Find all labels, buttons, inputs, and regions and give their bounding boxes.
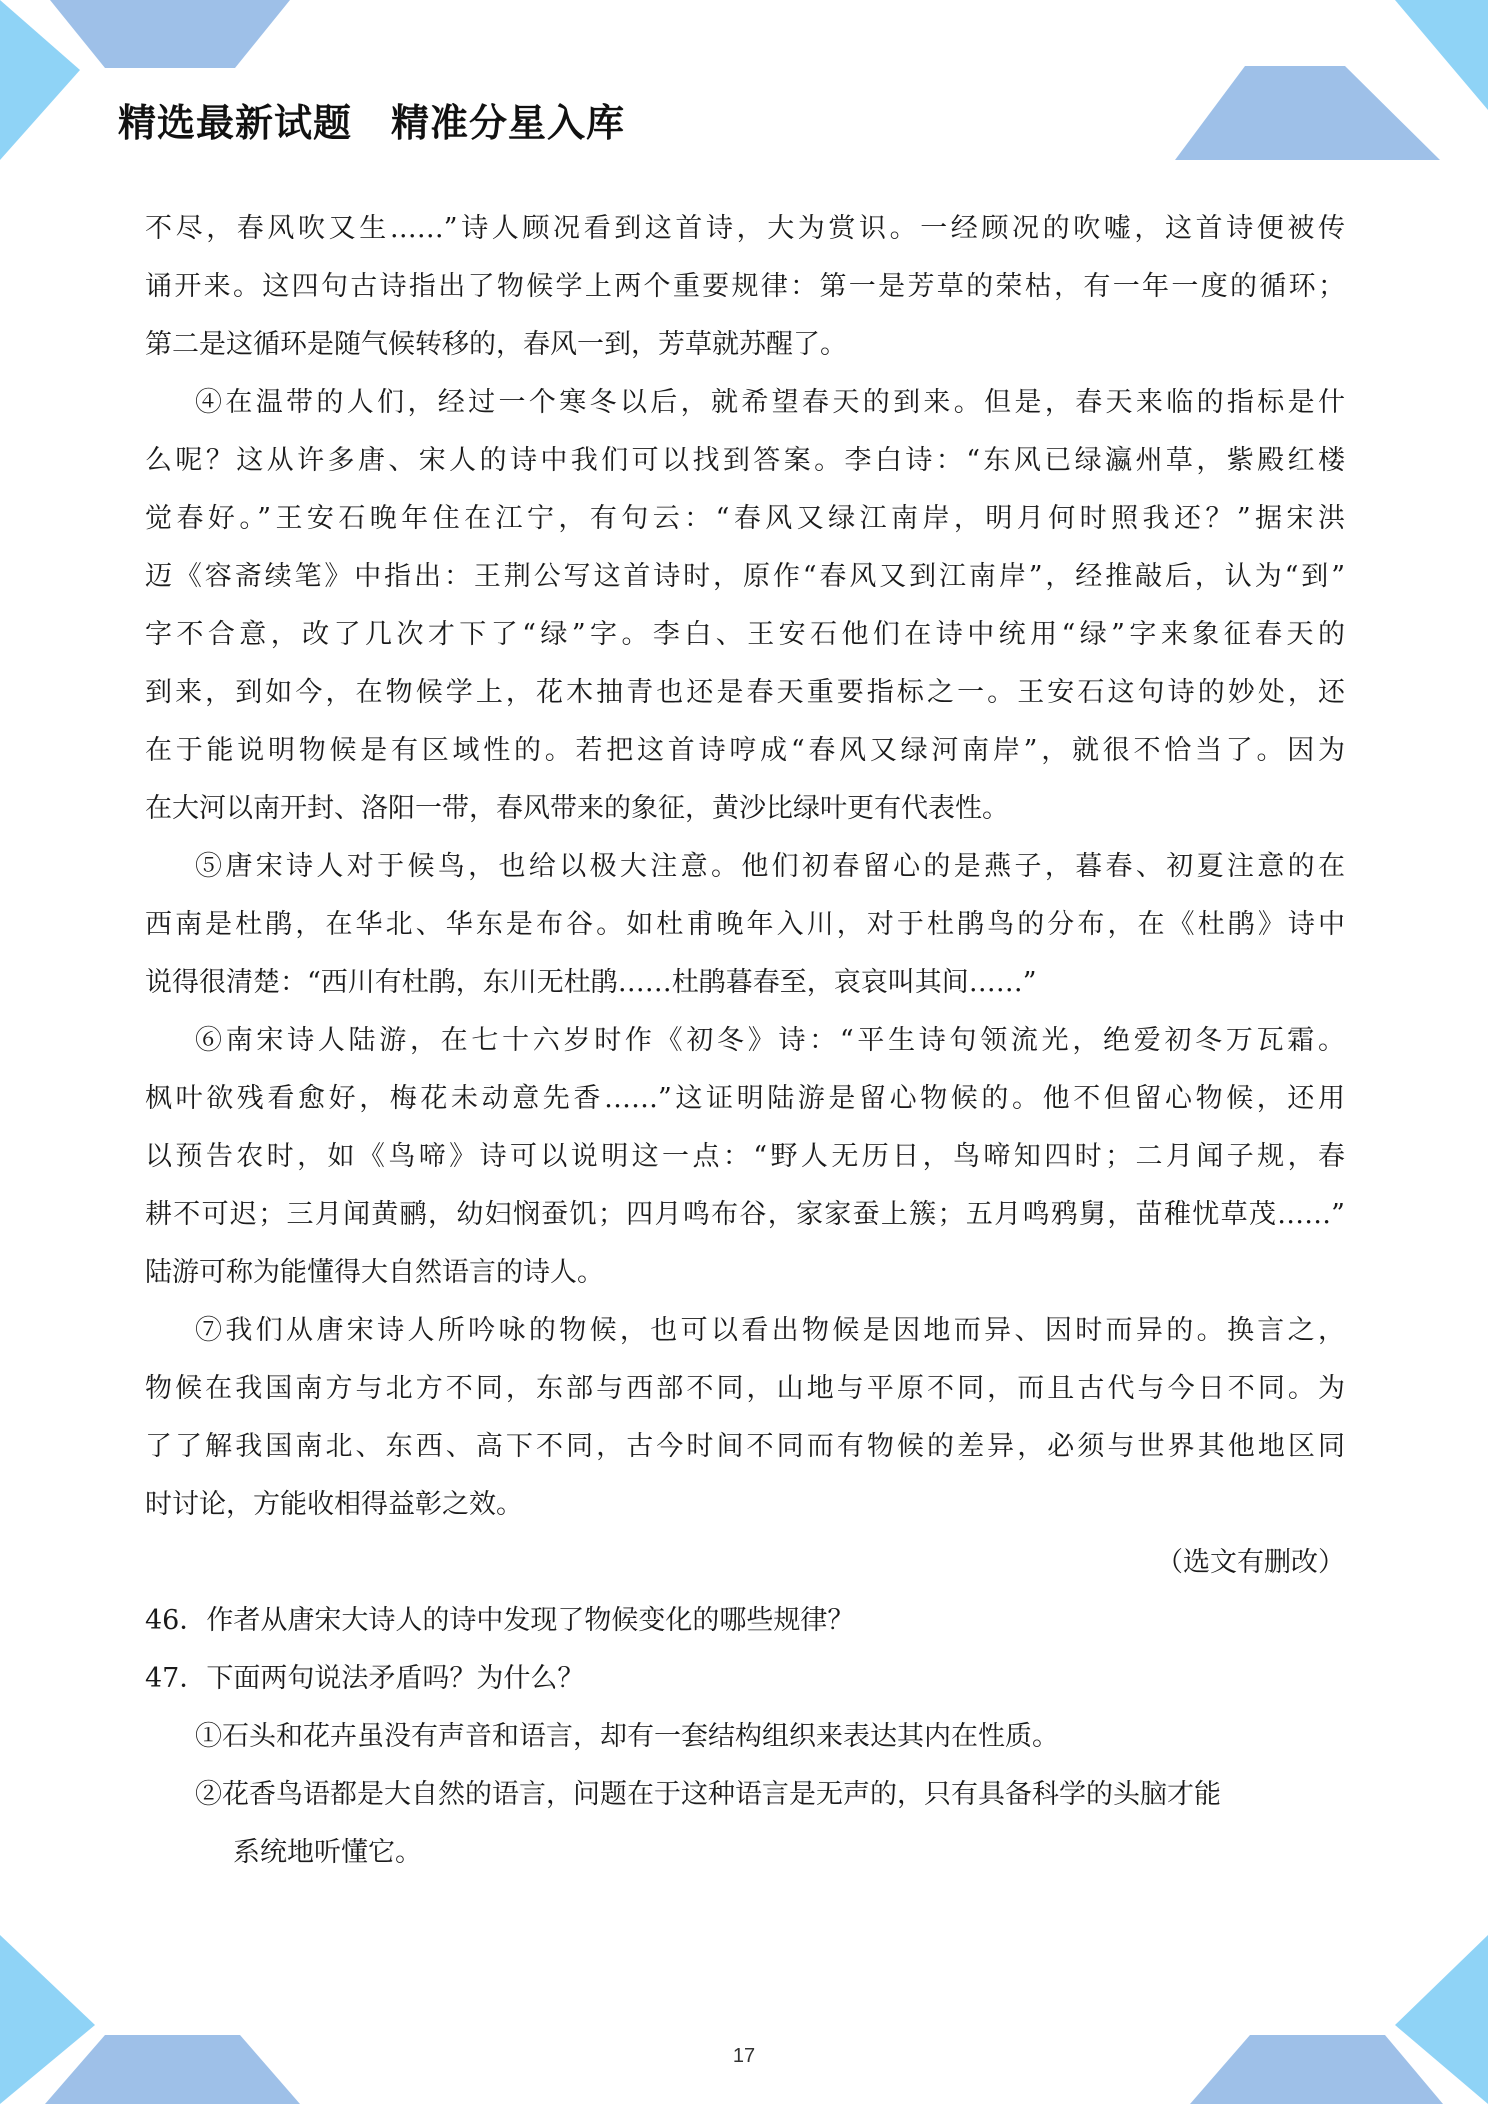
header-title: 精选最新试题 精准分星入库 <box>118 101 626 145</box>
passage-line: 在于能说明物候是有区域性的。若把这首诗哼成“春风又绿河南岸”，就很不恰当了。因为 <box>145 735 1345 766</box>
source-note: （选文有删改） <box>1156 1547 1345 1578</box>
passage-line: 陆游可称为能懂得大自然语言的诗人。 <box>145 1257 604 1288</box>
passage-line: ④在温带的人们，经过一个寒冬以后，就希望春天的到来。但是，春天来临的指标是什 <box>195 387 1345 418</box>
question-47: 47．下面两句说法矛盾吗？为什么？ <box>145 1663 585 1694</box>
passage-line: ⑤唐宋诗人对于候鸟，也给以极大注意。他们初春留心的是燕子，暮春、初夏注意的在 <box>195 851 1345 882</box>
passage-line: 时讨论，方能收相得益彰之效。 <box>145 1489 523 1520</box>
question-list <box>145 1592 1345 1882</box>
passage-line: 迈《容斋续笔》中指出：王荆公写这首诗时，原作“春风又到江南岸”，经推敲后，认为“到” <box>145 561 1345 592</box>
passage-line: 字不合意，改了几次才下了“绿”字。李白、王安石他们在诗中统用“绿”字来象征春天的 <box>145 619 1345 650</box>
passage-line: 耕不可迟；三月闻黄鹂，幼妇悯蚕饥；四月鸣布谷，家家蚕上簇；五月鸣鸦舅，苗稚忧草茂……” <box>145 1199 1345 1230</box>
question-47-item-2: ②花香鸟语都是大自然的语言，问题在于这种语言是无声的，只有具备科学的头脑才能 <box>195 1779 1221 1810</box>
passage-line: ⑦我们从唐宋诗人所吟咏的物候，也可以看出物候是因地而异、因时而异的。换言之， <box>195 1315 1345 1346</box>
top-right-trapezoid <box>1175 66 1440 160</box>
passage-line: 不尽，春风吹又生……”诗人顾况看到这首诗，大为赏识。一经顾况的吹嘘，这首诗便被传 <box>145 213 1345 244</box>
top-right-triangle <box>1395 0 1488 110</box>
question-46: 46．作者从唐宋大诗人的诗中发现了物候变化的哪些规律？ <box>145 1605 855 1636</box>
bottom-left-triangle <box>0 1935 95 2104</box>
question-47-item-2-continued: 系统地听懂它。 <box>233 1837 422 1868</box>
passage-line: 枫叶欲残看愈好，梅花未动意先香……”这证明陆游是留心物候的。他不但留心物候，还用 <box>145 1083 1345 1114</box>
passage-line: 西南是杜鹃，在华北、华东是布谷。如杜甫晚年入川，对于杜鹃鸟的分布，在《杜鹃》诗中 <box>145 909 1345 940</box>
passage-line: 第二是这循环是随气候转移的，春风一到，芳草就苏醒了。 <box>145 329 847 360</box>
top-left-triangle <box>0 0 80 160</box>
passage <box>145 200 1345 1534</box>
passage-line: 说得很清楚：“西川有杜鹃，东川无杜鹃……杜鹃暮春至，哀哀叫其间……” <box>145 967 1037 998</box>
passage-line: 到来，到如今，在物候学上，花木抽青也还是春天重要指标之一。王安石这句诗的妙处，还 <box>145 677 1345 708</box>
passage-line: 了了解我国南北、东西、高下不同，古今时间不同而有物候的差异，必须与世界其他地区同 <box>145 1431 1345 1462</box>
bottom-right-triangle <box>1395 1935 1488 2104</box>
top-left-trapezoid <box>50 0 290 68</box>
passage-line: 诵开来。这四句古诗指出了物候学上两个重要规律：第一是芳草的荣枯，有一年一度的循环； <box>145 271 1345 302</box>
passage-line: 么呢？这从许多唐、宋人的诗中我们可以找到答案。李白诗：“东风已绿瀛州草，紫殿红楼 <box>145 445 1345 476</box>
passage-line: 物候在我国南方与北方不同，东部与西部不同，山地与平原不同，而且古代与今日不同。为 <box>145 1373 1345 1404</box>
passage-line: 觉春好。”王安石晚年住在江宁，有句云：“春风又绿江南岸，明月何时照我还？”据宋洪 <box>145 503 1345 534</box>
passage-line: ⑥南宋诗人陆游，在七十六岁时作《初冬》诗：“平生诗句领流光，绝爱初冬万瓦霜。 <box>195 1025 1345 1056</box>
passage-line: 以预告农时，如《鸟啼》诗可以说明这一点：“野人无历日，鸟啼知四时；二月闻子规，春 <box>145 1141 1345 1172</box>
passage-line: 在大河以南开封、洛阳一带，春风带来的象征，黄沙比绿叶更有代表性。 <box>145 793 1009 824</box>
question-47-item-1: ①石头和花卉虽没有声音和语言，却有一套结构组织来表达其内在性质。 <box>195 1721 1059 1752</box>
page-number: 17 <box>732 2045 756 2067</box>
document-body <box>145 200 1345 1882</box>
